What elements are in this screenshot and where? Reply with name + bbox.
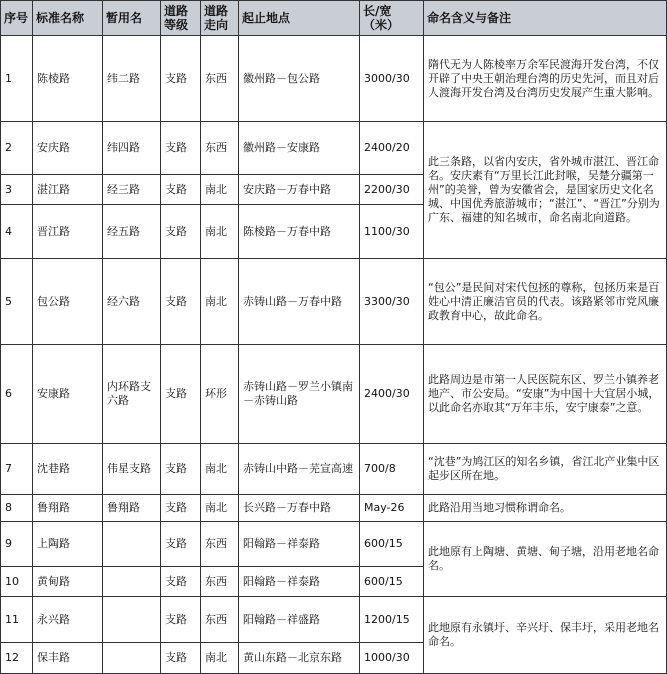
cell-grade: 支路 xyxy=(161,175,201,205)
cell-name: 晋江路 xyxy=(33,205,103,259)
cell-name: 包公路 xyxy=(33,259,103,345)
cell-range: 赤铸山中路－芜宣高速 xyxy=(239,444,360,495)
cell-size: 600/15 xyxy=(360,567,424,597)
cell-range: 长兴路－万春中路 xyxy=(239,495,360,522)
cell-range: 阳翰路－祥盛路 xyxy=(239,597,360,643)
cell-direction: 南北 xyxy=(201,444,239,495)
cell-direction: 东西 xyxy=(201,122,239,175)
cell-note: 此三条路，以省内安庆，省外城市湛江、晋江命名。安庆素有“万里长江此封喉，吴楚分疆第一州”的美誉，曾为安徽省会，是国家历史文化名城、中国优秀旅游城市；“湛江”、“晋江”分别为广东、福建的知名城市，命名南北向道路。 xyxy=(424,122,667,259)
cell-note: 隋代无为人陈棱率万余军民渡海开发台湾，不仅开辟了中央王朝治理台湾的历史先河，而且对后人渡海开发台湾及台湾历史发展产生重大影响。 xyxy=(424,36,667,122)
cell-size: 2200/30 xyxy=(360,175,424,205)
table-row xyxy=(1,597,667,643)
table-row xyxy=(1,495,667,522)
cell-direction: 东西 xyxy=(201,36,239,122)
cell-seq: 4 xyxy=(1,205,33,259)
header-seq: 序号 xyxy=(1,1,33,36)
cell-temp-name xyxy=(103,567,161,597)
table-row xyxy=(1,444,667,495)
cell-size: May-26 xyxy=(360,495,424,522)
cell-seq: 10 xyxy=(1,567,33,597)
cell-range: 徽州路－包公路 xyxy=(239,36,360,122)
header-direction: 道路走向 xyxy=(201,1,239,36)
cell-note: 此路沿用当地习惯称谓命名。 xyxy=(424,495,667,522)
cell-size: 1200/15 xyxy=(360,597,424,643)
cell-range: 赤铸山路－万春中路 xyxy=(239,259,360,345)
cell-size: 1100/30 xyxy=(360,205,424,259)
cell-direction: 东西 xyxy=(201,522,239,567)
cell-name: 黄甸路 xyxy=(33,567,103,597)
cell-temp-name: 经三路 xyxy=(103,175,161,205)
header-note: 命名含义与备注 xyxy=(424,1,667,36)
table-row xyxy=(1,345,667,444)
cell-name: 安康路 xyxy=(33,345,103,444)
cell-temp-name: 经五路 xyxy=(103,205,161,259)
cell-seq: 9 xyxy=(1,522,33,567)
cell-name: 保丰路 xyxy=(33,643,103,674)
cell-direction: 南北 xyxy=(201,205,239,259)
cell-note: “包公”是民间对宋代包拯的尊称，包拯历来是百姓心中清正廉洁官员的代表。该路紧邻市党风廉政教育中心，故此命名。 xyxy=(424,259,667,345)
cell-seq: 12 xyxy=(1,643,33,674)
header-grade: 道路等级 xyxy=(161,1,201,36)
cell-grade: 支路 xyxy=(161,522,201,567)
cell-seq: 2 xyxy=(1,122,33,175)
cell-direction: 南北 xyxy=(201,259,239,345)
cell-grade: 支路 xyxy=(161,259,201,345)
cell-grade: 支路 xyxy=(161,36,201,122)
header-row xyxy=(1,1,667,36)
cell-temp-name: 鲁翔路 xyxy=(103,495,161,522)
table-row xyxy=(1,36,667,122)
cell-temp-name: 伟星支路 xyxy=(103,444,161,495)
cell-size: 2400/20 xyxy=(360,122,424,175)
cell-temp-name: 纬四路 xyxy=(103,122,161,175)
cell-range: 徽州路－安康路 xyxy=(239,122,360,175)
table-row xyxy=(1,259,667,345)
cell-note: “沈巷”为鸠江区的知名乡镇，省江北产业集中区起步区所在地。 xyxy=(424,444,667,495)
cell-note: 此地原有上陶塘、黄塘、甸子塘，沿用老地名命名。 xyxy=(424,522,667,597)
header-range: 起止地点 xyxy=(239,1,360,36)
cell-seq: 8 xyxy=(1,495,33,522)
cell-grade: 支路 xyxy=(161,643,201,674)
cell-seq: 11 xyxy=(1,597,33,643)
cell-temp-name: 内环路支六路 xyxy=(103,345,161,444)
cell-seq: 6 xyxy=(1,345,33,444)
header-name: 标准名称 xyxy=(33,1,103,36)
cell-size: 1000/30 xyxy=(360,643,424,674)
header-temp-name: 暂用名 xyxy=(103,1,161,36)
cell-size: 3000/30 xyxy=(360,36,424,122)
cell-grade: 支路 xyxy=(161,567,201,597)
cell-temp-name xyxy=(103,643,161,674)
cell-seq: 3 xyxy=(1,175,33,205)
cell-temp-name xyxy=(103,522,161,567)
cell-grade: 支路 xyxy=(161,495,201,522)
cell-direction: 南北 xyxy=(201,495,239,522)
cell-note: 此路周边是市第一人民医院东区、罗兰小镇养老地产、市公安局。“安康”为中国十大宜居小城， 以此命名亦取其“万年丰乐，安宁康泰”之意。 xyxy=(424,345,667,444)
cell-name: 沈巷路 xyxy=(33,444,103,495)
cell-direction: 南北 xyxy=(201,643,239,674)
cell-grade: 支路 xyxy=(161,205,201,259)
cell-grade: 支路 xyxy=(161,597,201,643)
cell-range: 赤铸山路－罗兰小镇南－赤铸山路 xyxy=(239,345,360,444)
cell-direction: 南北 xyxy=(201,175,239,205)
cell-name: 安庆路 xyxy=(33,122,103,175)
header-size: 长/宽（米） xyxy=(360,1,424,36)
cell-seq: 5 xyxy=(1,259,33,345)
cell-note: 此地原有永镇圩、辛兴圩、保丰圩，采用老地名命名。 xyxy=(424,597,667,674)
cell-size: 3300/30 xyxy=(360,259,424,345)
cell-range: 阳翰路－祥泰路 xyxy=(239,522,360,567)
cell-seq: 7 xyxy=(1,444,33,495)
cell-seq: 1 xyxy=(1,36,33,122)
cell-direction: 东西 xyxy=(201,567,239,597)
cell-range: 陈棱路－万春中路 xyxy=(239,205,360,259)
cell-size: 600/15 xyxy=(360,522,424,567)
cell-name: 陈棱路 xyxy=(33,36,103,122)
cell-direction: 环形 xyxy=(201,345,239,444)
cell-name: 永兴路 xyxy=(33,597,103,643)
cell-size: 700/8 xyxy=(360,444,424,495)
cell-grade: 支路 xyxy=(161,345,201,444)
cell-size: 2400/30 xyxy=(360,345,424,444)
cell-direction: 东西 xyxy=(201,597,239,643)
cell-temp-name xyxy=(103,597,161,643)
table-row xyxy=(1,122,667,175)
cell-name: 鲁翔路 xyxy=(33,495,103,522)
cell-range: 安庆路－万春中路 xyxy=(239,175,360,205)
cell-temp-name: 经六路 xyxy=(103,259,161,345)
cell-range: 阳翰路－祥泰路 xyxy=(239,567,360,597)
cell-range: 黄山东路－北京东路 xyxy=(239,643,360,674)
cell-grade: 支路 xyxy=(161,122,201,175)
table-row xyxy=(1,522,667,567)
cell-name: 湛江路 xyxy=(33,175,103,205)
cell-grade: 支路 xyxy=(161,444,201,495)
cell-temp-name: 纬二路 xyxy=(103,36,161,122)
cell-name: 上陶路 xyxy=(33,522,103,567)
